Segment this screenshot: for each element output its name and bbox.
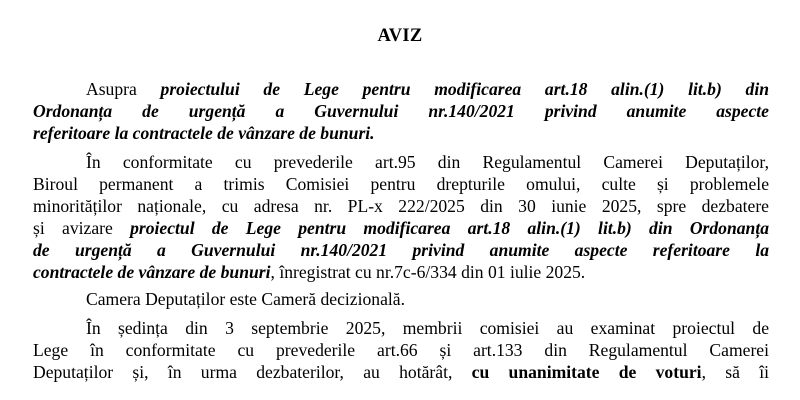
- bold-text: cu unanimitate de voturi: [471, 362, 702, 382]
- paragraph-4-line-1: În ședința din 3 septembrie 2025, membrii comisiei au examinat proiectul de: [86, 318, 769, 338]
- paragraph-1-line-3: referitoare la contractele de vânzare de bunuri.: [33, 123, 375, 143]
- paragraph-4-line-3: [33, 361, 769, 383]
- paragraph-2-line-5: de urgență a Guvernului nr.140/2021 privind anumite aspecte referitoare la: [33, 240, 769, 260]
- bold-italic-text: proiectului de Lege: [160, 79, 339, 99]
- paragraph-4-line-2: Lege în conformitate cu prevederile art.66 și art.133 din Regulamentul Camerei: [33, 340, 769, 360]
- text-run: , înregistrat cu nr.7c-6/334 din 01 iulie 2025.: [270, 262, 586, 282]
- paragraph-3-line-1: Camera Deputaților este Cameră decizională.: [86, 289, 405, 309]
- text-run: și avizare: [33, 218, 131, 238]
- paragraph-2-line-3: minorităților naționale, cu adresa nr. PL-x 222/2025 din 30 iunie 2025, spre dezbatere: [33, 196, 769, 216]
- paragraph-2-line-4: [33, 217, 769, 239]
- bold-italic-text: pentru modificarea art.18 alin.(1) lit.b) din Ordonanța: [280, 218, 770, 238]
- paragraph-2-line-1: În conformitate cu prevederile art.95 din Regulamentul Camerei Deputaților,: [86, 152, 769, 172]
- paragraph-2-line-2: Biroul permanent a trimis Comisiei pentru drepturile omului, culte și problemele: [33, 174, 769, 194]
- text-run: Deputaților și, în urma dezbaterilor, au hotărât,: [33, 362, 472, 382]
- document-title: AVIZ: [377, 26, 423, 46]
- paragraph-2-line-6: [33, 261, 769, 283]
- text-run: Asupra: [86, 79, 161, 99]
- bold-italic-text: proiectul de Lege: [130, 218, 281, 238]
- text-run: , să îi: [701, 362, 769, 382]
- paragraph-1-line-2: Ordonanța de urgență a Guvernului nr.140/2021 privind anumite aspecte: [33, 101, 769, 121]
- bold-italic-text: pentru modificarea art.18 alin.(1) lit.b) din: [338, 79, 770, 99]
- paragraph-1-line-1: [86, 78, 769, 100]
- bold-italic-text: contractele de vânzare de bunuri: [33, 262, 271, 282]
